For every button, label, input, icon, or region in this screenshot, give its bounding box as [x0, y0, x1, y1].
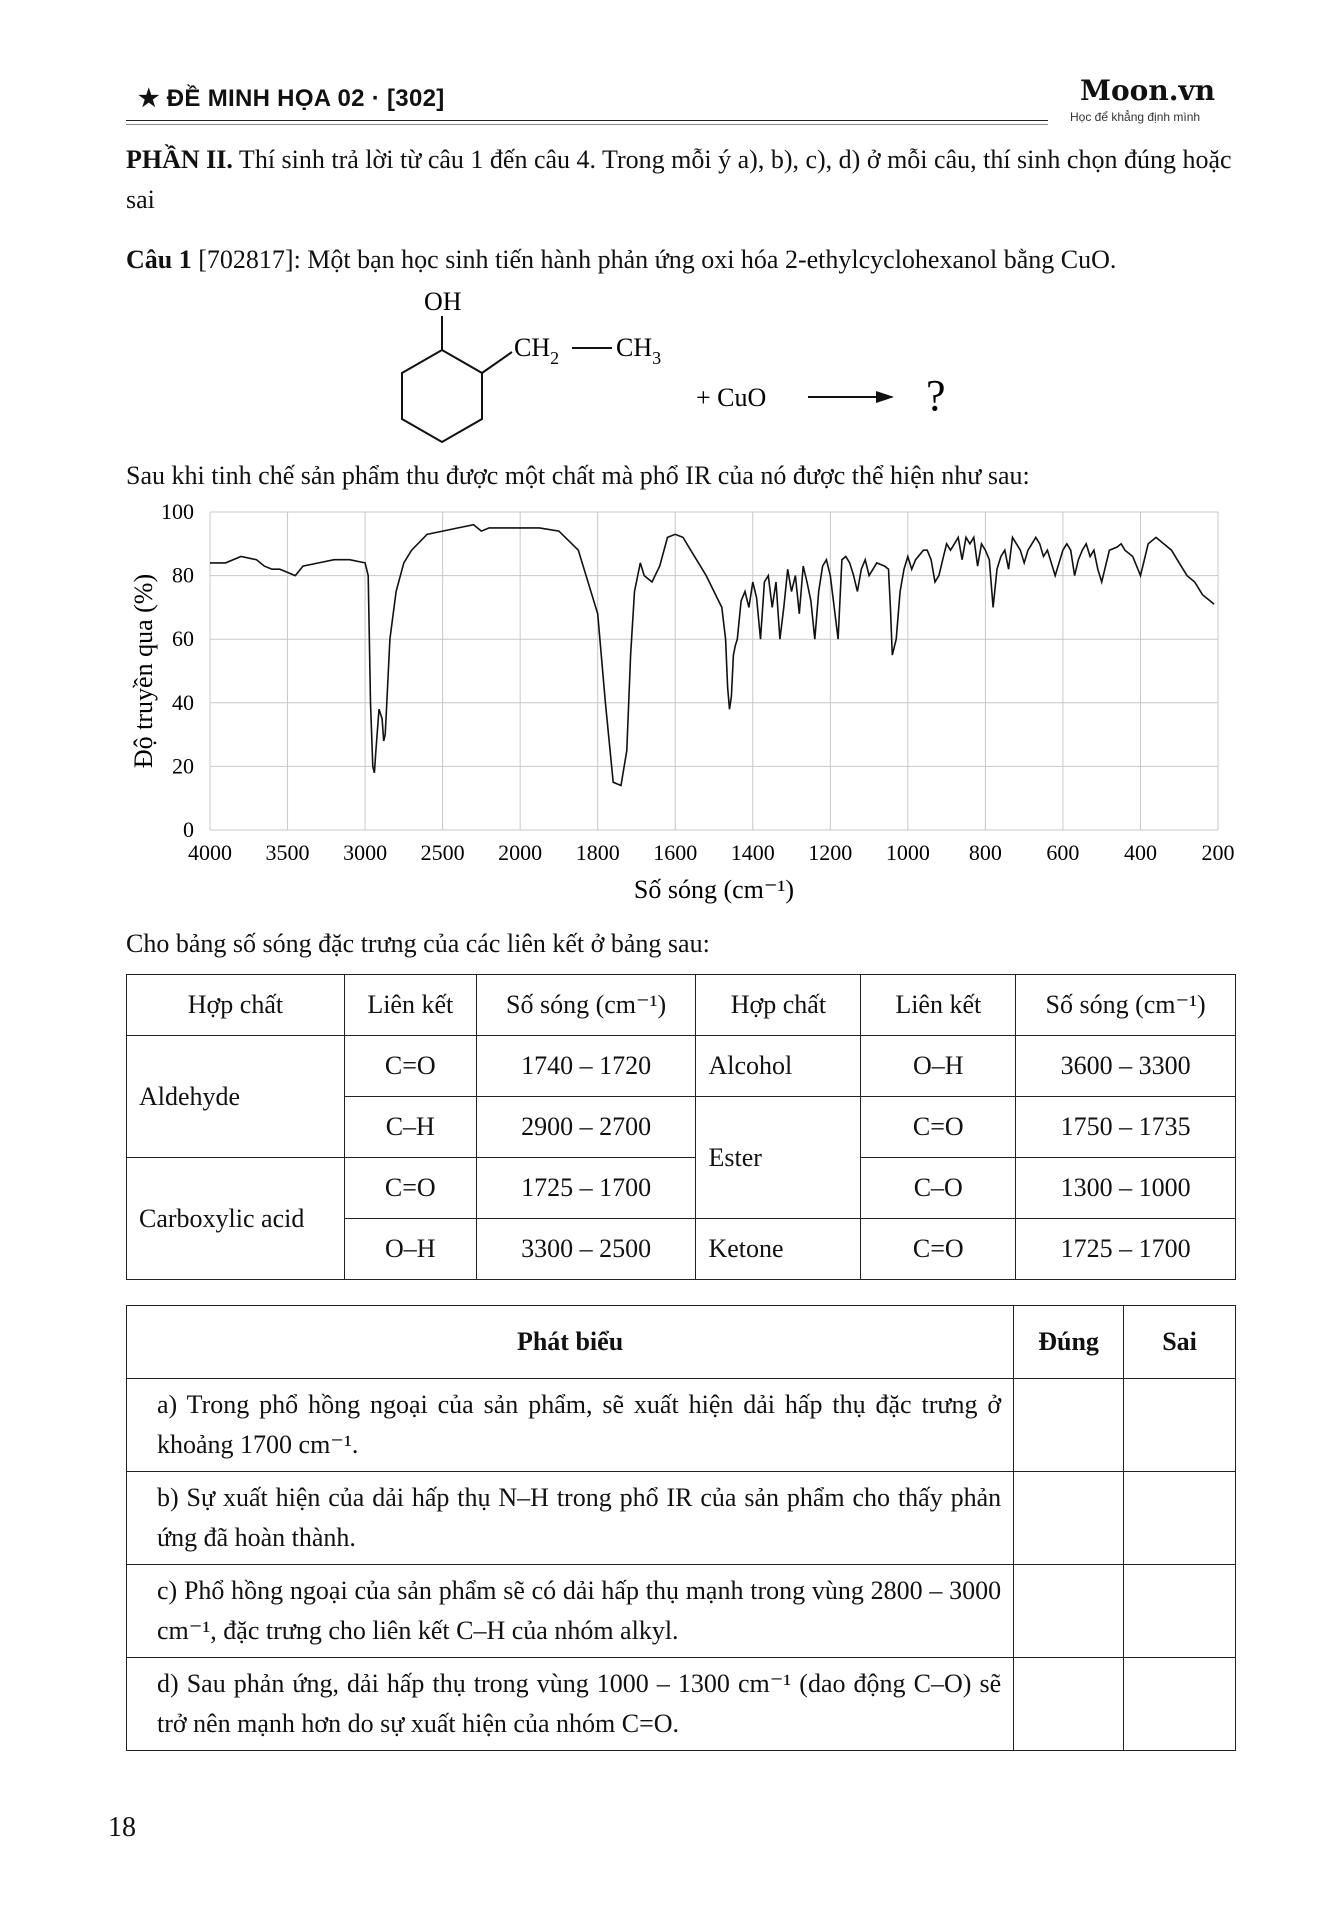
statements-header-row — [127, 1306, 1236, 1379]
table-cell: C–O — [861, 1158, 1016, 1219]
y-tick-label: 80 — [172, 562, 194, 588]
question-label: Câu 1 — [126, 245, 192, 274]
column-header: Hợp chất — [127, 975, 345, 1036]
statement-header: Phát biểu — [127, 1306, 1014, 1379]
chart-grid — [210, 512, 1218, 830]
false-answer-cell[interactable] — [1124, 1472, 1236, 1565]
table-cell: 1725 – 1700 — [1016, 1219, 1236, 1280]
compound-ester: Ester — [696, 1097, 861, 1219]
x-tick-label: 4000 — [188, 840, 232, 865]
column-header: Hợp chất — [696, 975, 861, 1036]
header-divider-thin — [126, 124, 1048, 125]
exam-title: ★ ĐỀ MINH HỌA 02 · [302] — [138, 85, 445, 112]
table-header-row — [127, 975, 1236, 1036]
table-cell: O–H — [344, 1219, 476, 1280]
true-answer-cell[interactable] — [1014, 1472, 1124, 1565]
table-row — [127, 1158, 1236, 1219]
page-number: 18 — [108, 1812, 136, 1843]
x-tick-label: 3500 — [265, 840, 310, 865]
table-cell: 2900 – 2700 — [476, 1097, 696, 1158]
table-cell: 1300 – 1000 — [1016, 1158, 1236, 1219]
product-unknown: ? — [926, 371, 946, 420]
table-cell: C=O — [344, 1158, 476, 1219]
false-answer-cell[interactable] — [1124, 1379, 1236, 1472]
table-cell: C=O — [861, 1097, 1016, 1158]
x-tick-label: 1000 — [885, 840, 930, 865]
statement-text: a) Trong phổ hồng ngoại của sản phẩm, sẽ xuất hiện dải hấp thụ đặc trưng ở khoảng 1700 cm⁻¹. — [127, 1379, 1014, 1472]
section-label: PHẦN II. — [126, 145, 233, 174]
table-cell: 1725 – 1700 — [476, 1158, 696, 1219]
table-cell: O–H — [861, 1036, 1016, 1097]
ethyl-bond — [482, 352, 512, 373]
x-tick-label: 800 — [968, 840, 1002, 865]
false-answer-cell[interactable] — [1124, 1658, 1236, 1751]
table-cell: C–H — [344, 1097, 476, 1158]
table-cell: 1740 – 1720 — [476, 1036, 696, 1097]
column-header: Số sóng (cm⁻¹) — [476, 975, 696, 1036]
section-instructions-text: Thí sinh trả lời từ câu 1 đến câu 4. Trong mỗi ý a), b), c), d) ở mỗi câu, thí sinh chọn đúng hoặc sai — [126, 145, 1232, 214]
question-text: [702817]: Một bạn học sinh tiến hành phản ứng oxi hóa 2-ethylcyclohexanol bằng CuO. — [191, 245, 1117, 274]
header-divider — [126, 120, 1048, 121]
statement-text: b) Sự xuất hiện của dải hấp thụ N–H trong phổ IR của sản phẩm cho thấy phản ứng đã hoàn thành. — [127, 1472, 1014, 1565]
statement-row-a — [127, 1379, 1236, 1472]
y-tick-label: 20 — [172, 753, 194, 779]
x-tick-label: 600 — [1046, 840, 1080, 865]
section-instructions — [126, 140, 1236, 220]
y-tick-label: 100 — [161, 500, 194, 524]
y-tick-label: 0 — [183, 817, 194, 842]
y-tick-label: 40 — [172, 689, 194, 715]
ir-spectrum-chart — [120, 500, 1240, 920]
true-answer-cell[interactable] — [1014, 1379, 1124, 1472]
cyclohexane-ring — [402, 350, 482, 442]
false-header: Sai — [1124, 1306, 1236, 1379]
true-answer-cell[interactable] — [1014, 1565, 1124, 1658]
compound-aldehyde: Aldehyde — [127, 1036, 345, 1158]
oh-label: OH — [424, 287, 462, 316]
true-answer-cell[interactable] — [1014, 1658, 1124, 1751]
reagent-label: + CuO — [696, 383, 767, 412]
arrow-head — [876, 391, 894, 403]
column-header: Liên kết — [861, 975, 1016, 1036]
compound-ketone: Ketone — [696, 1219, 861, 1280]
table-cell: 1750 – 1735 — [1016, 1097, 1236, 1158]
compound-alcohol: Alcohol — [696, 1036, 861, 1097]
statement-row-d — [127, 1658, 1236, 1751]
compound-carboxylic-acid: Carboxylic acid — [127, 1158, 345, 1280]
true-header: Đúng — [1014, 1306, 1124, 1379]
ch2-label: $CH_2$ — [514, 333, 560, 368]
wavenumber-table — [126, 974, 1236, 1280]
table-cell: 3300 – 2500 — [476, 1219, 696, 1280]
statements-table — [126, 1305, 1236, 1751]
y-axis-label: Độ truyền qua (%) — [129, 573, 158, 769]
question-1 — [126, 240, 1236, 280]
logo: Moon.vn — [1080, 74, 1216, 107]
x-tick-label: 1200 — [808, 840, 853, 865]
statement-text: d) Sau phản ứng, dải hấp thụ trong vùng 1000 – 1300 cm⁻¹ (dao động C–O) sẽ trở nên mạnh hơn do sự xuất hiện của nhóm C=O. — [127, 1658, 1014, 1751]
chart-ticks — [161, 500, 1235, 865]
table-intro: Cho bảng số sóng đặc trưng của các liên kết ở bảng sau: — [126, 929, 710, 958]
x-tick-label: 2500 — [420, 840, 465, 865]
false-answer-cell[interactable] — [1124, 1565, 1236, 1658]
statement-row-b — [127, 1472, 1236, 1565]
x-tick-label: 2000 — [498, 840, 543, 865]
x-tick-label: 1400 — [730, 840, 775, 865]
ch3-label: $CH_3$ — [616, 333, 662, 368]
ir-spectrum-line — [210, 525, 1214, 786]
x-tick-label: 3000 — [343, 840, 388, 865]
column-header: Số sóng (cm⁻¹) — [1016, 975, 1236, 1036]
statement-text: c) Phổ hồng ngoại của sản phẩm sẽ có dải hấp thụ mạnh trong vùng 2800 – 3000 cm⁻¹, đặc trưng cho liên kết C–H của nhóm alkyl. — [127, 1565, 1014, 1658]
logo-tagline: Học để khẳng định mình — [1070, 110, 1201, 124]
column-header: Liên kết — [344, 975, 476, 1036]
x-tick-label: 1600 — [653, 840, 698, 865]
x-axis-label: Số sóng (cm⁻¹) — [633, 875, 795, 904]
statement-row-c — [127, 1565, 1236, 1658]
x-tick-label: 400 — [1123, 840, 1157, 865]
table-cell: C=O — [861, 1219, 1016, 1280]
x-tick-label: 1800 — [575, 840, 620, 865]
table-cell: C=O — [344, 1036, 476, 1097]
spectrum-intro: Sau khi tinh chế sản phẩm thu được một chất mà phổ IR của nó được thể hiện như sau: — [126, 461, 1030, 490]
table-row — [127, 1036, 1236, 1097]
table-cell: 3600 – 3300 — [1016, 1036, 1236, 1097]
y-tick-label: 60 — [172, 626, 194, 652]
x-tick-label: 200 — [1201, 840, 1235, 865]
reaction-scheme — [380, 282, 980, 452]
